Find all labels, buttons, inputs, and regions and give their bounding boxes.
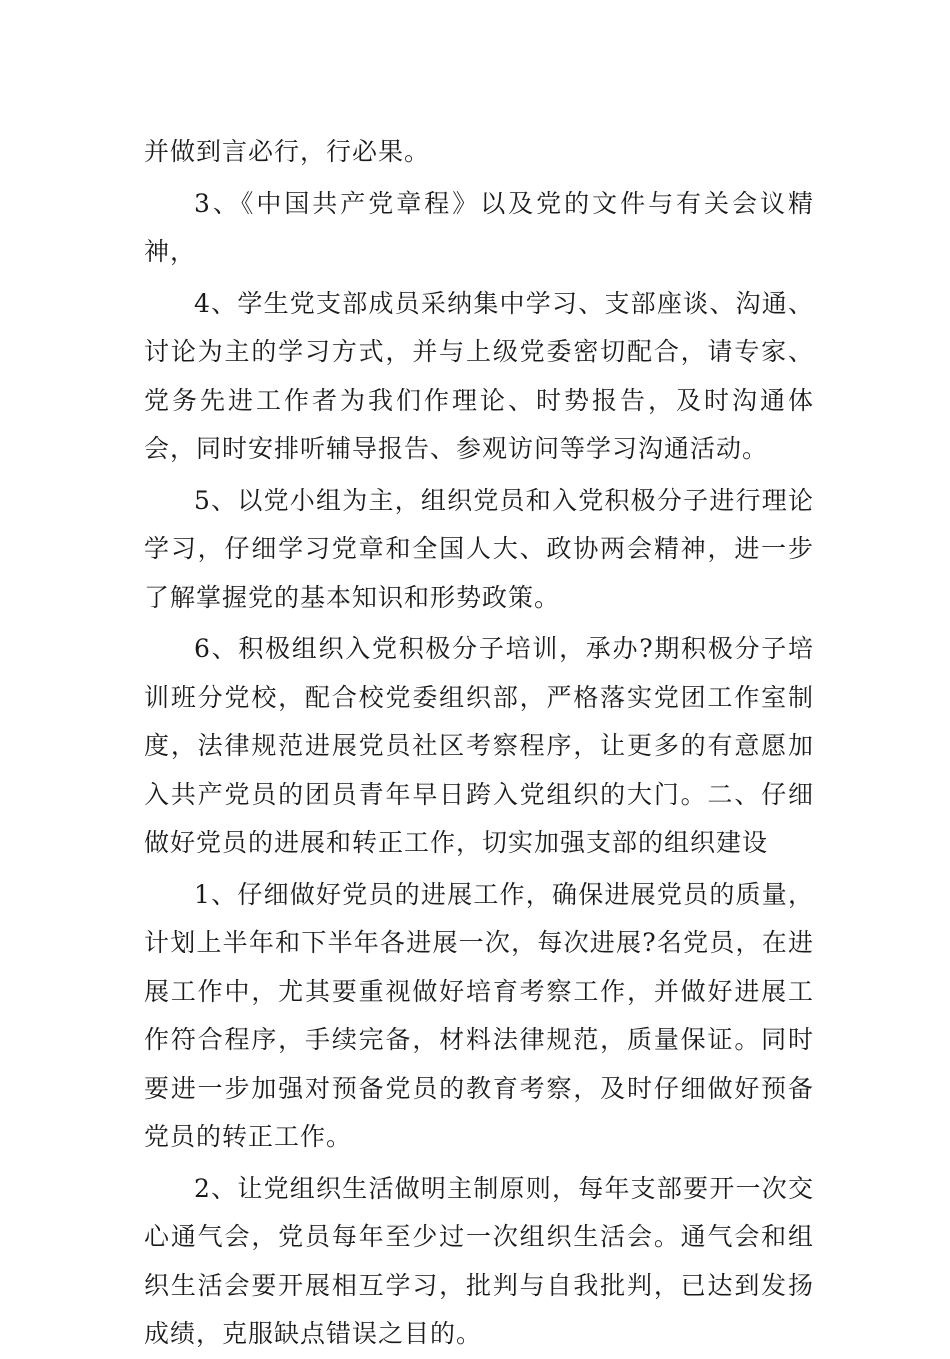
paragraph-item-5: 5、以党小组为主，组织党员和入党积极分子进行理论学习，仔细学习党章和全国人大、政协两会精神，进一步了解掌握党的基本知识和形势政策。	[144, 485, 814, 612]
paragraph-section2-item-1: 1、仔细做好党员的进展工作，确保进展党员的质量，计划上半年和下半年各进展一次，每次进展?名党员，在进展工作中，尤其要重视做好培育考察工作，并做好进展工作符合程序，手续完备，材料法律规范，质量保证。同时要进一步加强对预备党员的教育考察，及时仔细做好预备党员的转正工作。	[144, 879, 814, 1151]
paragraph-item-4: 4、学生党支部成员采纳集中学习、支部座谈、沟通、讨论为主的学习方式，并与上级党委密切配合，请专家、党务先进工作者为我们作理论、时势报告，及时沟通体会，同时安排听辅导报告、参观访问等学习沟通活动。	[144, 288, 814, 463]
paragraph-item-6: 6、积极组织入党积极分子培训，承办?期积极分子培训班分党校，配合校党委组织部，严格落实党团工作室制度，法律规范进展党员社区考察程序，让更多的有意愿加入共产党员的团员青年早日跨入党组织的大门。二、仔细做好党员的进展和转正工作，切实加强支部的组织建设	[144, 634, 814, 857]
document-body	[144, 128, 814, 1359]
paragraph-section2-item-2: 2、让党组织生活做明主制原则，每年支部要开一次交心通气会，党员每年至少过一次组织生活会。通气会和组织生活会要开展相互学习，批判与自我批判，已达到发扬成绩，克服缺点错误之目的。	[144, 1173, 814, 1348]
paragraph-continuation: 并做到言必行，行必果。	[144, 137, 431, 166]
paragraph-item-3: 3、《中国共产党章程》以及党的文件与有关会议精神，	[144, 188, 814, 266]
